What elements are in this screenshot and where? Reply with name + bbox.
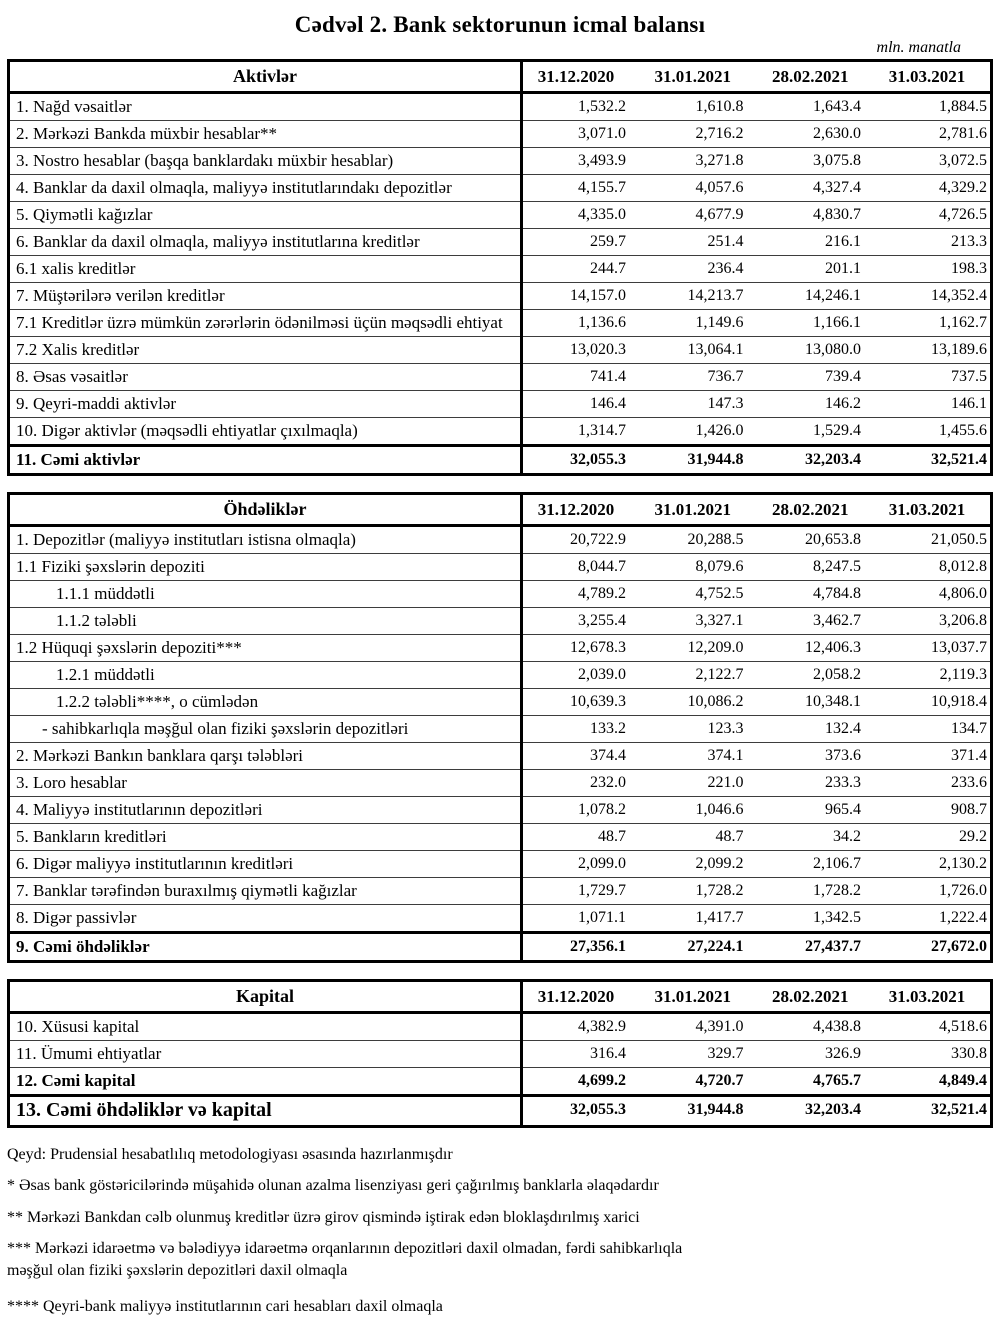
row-value: 4,784.8	[757, 581, 875, 608]
row-value: 374.1	[639, 743, 757, 770]
table-row	[9, 446, 992, 475]
section-header-label: Aktivlər	[9, 61, 522, 93]
table-row	[9, 635, 992, 662]
table-row	[9, 93, 992, 121]
row-label: 13. Cəmi öhdəliklər və kapital	[9, 1096, 522, 1127]
row-value: 13,037.7	[874, 635, 992, 662]
row-value: 31,944.8	[639, 446, 757, 475]
footnotes	[7, 1144, 707, 1318]
row-value: 21,050.5	[874, 526, 992, 554]
row-value: 1,728.2	[757, 878, 875, 905]
row-value: 1,342.5	[757, 905, 875, 933]
header-row-kapital	[9, 981, 992, 1013]
row-value: 132.4	[757, 716, 875, 743]
row-value: 1,455.6	[874, 418, 992, 446]
row-value: 1,610.8	[639, 93, 757, 121]
row-value: 1,884.5	[874, 93, 992, 121]
row-label: 7. Müştərilərə verilən kreditlər	[9, 283, 522, 310]
row-value: 2,716.2	[639, 121, 757, 148]
table-row	[9, 202, 992, 229]
row-value: 10,639.3	[522, 689, 640, 716]
table-row	[9, 1068, 992, 1096]
row-value: 2,122.7	[639, 662, 757, 689]
header-row-aktivler	[9, 61, 992, 93]
row-value: 32,203.4	[757, 446, 875, 475]
row-value: 1,529.4	[757, 418, 875, 446]
column-header-date: 28.02.2021	[757, 981, 875, 1013]
table-row	[9, 1013, 992, 1041]
row-value: 13,189.6	[874, 337, 992, 364]
row-value: 27,437.7	[757, 933, 875, 962]
row-value: 1,729.7	[522, 878, 640, 905]
row-value: 4,335.0	[522, 202, 640, 229]
row-value: 4,382.9	[522, 1013, 640, 1041]
row-value: 2,058.2	[757, 662, 875, 689]
page-title: Cədvəl 2. Bank sektorunun icmal balansı	[294, 12, 706, 37]
row-label: 3. Loro hesablar	[9, 770, 522, 797]
row-label: 1. Depozitlər (maliyyə institutları istisna olmaqla)	[9, 526, 522, 554]
row-value: 1,162.7	[874, 310, 992, 337]
row-label: 6. Digər maliyyə institutlarının kreditləri	[9, 851, 522, 878]
row-value: 4,327.4	[757, 175, 875, 202]
row-label: 11. Cəmi aktivlər	[9, 446, 522, 475]
row-label: 8. Əsas vəsaitlər	[9, 364, 522, 391]
row-value: 1,136.6	[522, 310, 640, 337]
row-label: 8. Digər passivlər	[9, 905, 522, 933]
row-value: 1,726.0	[874, 878, 992, 905]
row-label: 1.2 Hüquqi şəxslərin depoziti***	[9, 635, 522, 662]
row-value: 27,224.1	[639, 933, 757, 962]
table-row	[9, 256, 992, 283]
row-value: 4,391.0	[639, 1013, 757, 1041]
table-row	[9, 716, 992, 743]
row-value: 32,055.3	[522, 1096, 640, 1127]
row-value: 12,406.3	[757, 635, 875, 662]
row-value: 8,012.8	[874, 554, 992, 581]
row-value: 1,643.4	[757, 93, 875, 121]
row-label: 11. Ümumi ehtiyatlar	[9, 1041, 522, 1068]
section-header-label: Öhdəliklər	[9, 494, 522, 526]
row-value: 741.4	[522, 364, 640, 391]
row-value: 3,075.8	[757, 148, 875, 175]
row-value: 1,149.6	[639, 310, 757, 337]
row-label: 1.2.2 tələbli****, o cümlədən	[9, 689, 522, 716]
table-row	[9, 337, 992, 364]
row-value: 259.7	[522, 229, 640, 256]
row-value: 4,677.9	[639, 202, 757, 229]
row-value: 371.4	[874, 743, 992, 770]
row-value: 1,426.0	[639, 418, 757, 446]
table-row	[9, 851, 992, 878]
row-value: 3,327.1	[639, 608, 757, 635]
row-value: 2,630.0	[757, 121, 875, 148]
row-value: 27,356.1	[522, 933, 640, 962]
row-value: 4,830.7	[757, 202, 875, 229]
row-label: 1.1.2 tələbli	[9, 608, 522, 635]
row-value: 146.4	[522, 391, 640, 418]
row-value: 14,213.7	[639, 283, 757, 310]
row-value: 3,493.9	[522, 148, 640, 175]
row-value: 4,438.8	[757, 1013, 875, 1041]
row-value: 2,130.2	[874, 851, 992, 878]
row-label: 4. Banklar da daxil olmaqla, maliyyə institutlarındakı depozitlər	[9, 175, 522, 202]
unit-note: mln. manatla	[876, 39, 961, 56]
row-value: 4,699.2	[522, 1068, 640, 1096]
table-aktivler	[7, 59, 993, 476]
row-value: 4,057.6	[639, 175, 757, 202]
column-header-date: 31.01.2021	[639, 981, 757, 1013]
row-label: 7. Banklar tərəfindən buraxılmış qiymətli kağızlar	[9, 878, 522, 905]
row-value: 12,678.3	[522, 635, 640, 662]
row-value: 27,672.0	[874, 933, 992, 962]
row-value: 14,246.1	[757, 283, 875, 310]
row-label: - sahibkarlıqla məşğul olan fiziki şəxslərin depozitləri	[9, 716, 522, 743]
table-row	[9, 121, 992, 148]
row-value: 20,722.9	[522, 526, 640, 554]
row-value: 8,079.6	[639, 554, 757, 581]
row-value: 213.3	[874, 229, 992, 256]
row-value: 1,078.2	[522, 797, 640, 824]
table-row	[9, 689, 992, 716]
row-value: 29.2	[874, 824, 992, 851]
footnote-3: *** Mərkəzi idarəetmə və bələdiyyə idarəetmə orqanlarının depozitləri daxil olmadan, fərdi sahibkarlıqla məşğul olan fiziki şəxslərin depozitləri daxil olmaqla	[7, 1240, 683, 1279]
row-value: 329.7	[639, 1041, 757, 1068]
row-label: 1.2.1 müddətli	[9, 662, 522, 689]
row-value: 32,521.4	[874, 1096, 992, 1127]
row-value: 1,046.6	[639, 797, 757, 824]
footnote-4: **** Qeyri-bank maliyyə institutlarının cari hesabları daxil olmaqla	[7, 1297, 443, 1315]
row-value: 147.3	[639, 391, 757, 418]
table-row	[9, 526, 992, 554]
row-value: 3,072.5	[874, 148, 992, 175]
table-row	[9, 743, 992, 770]
row-value: 236.4	[639, 256, 757, 283]
row-value: 20,288.5	[639, 526, 757, 554]
table-row	[9, 148, 992, 175]
row-value: 1,728.2	[639, 878, 757, 905]
table-row	[9, 229, 992, 256]
row-label: 4. Maliyyə institutlarının depozitləri	[9, 797, 522, 824]
row-label: 12. Cəmi kapital	[9, 1068, 522, 1096]
column-header-date: 31.01.2021	[639, 494, 757, 526]
row-value: 123.3	[639, 716, 757, 743]
row-value: 31,944.8	[639, 1096, 757, 1127]
table-ohdelikler	[7, 492, 993, 963]
row-value: 4,789.2	[522, 581, 640, 608]
footnote-1: * Əsas bank göstəricilərində müşahidə olunan azalma lisenziyası geri çağırılmış banklarla əlaqədardır	[7, 1177, 659, 1195]
row-value: 13,064.1	[639, 337, 757, 364]
row-value: 244.7	[522, 256, 640, 283]
table-row	[9, 770, 992, 797]
row-value: 1,314.7	[522, 418, 640, 446]
row-value: 32,203.4	[757, 1096, 875, 1127]
row-value: 2,099.0	[522, 851, 640, 878]
column-header-date: 31.12.2020	[522, 61, 640, 93]
row-value: 146.1	[874, 391, 992, 418]
table-row	[9, 391, 992, 418]
row-label: 6.1 xalis kreditlər	[9, 256, 522, 283]
row-value: 20,653.8	[757, 526, 875, 554]
row-label: 10. Xüsusi kapital	[9, 1013, 522, 1041]
row-value: 4,726.5	[874, 202, 992, 229]
column-header-date: 31.12.2020	[522, 981, 640, 1013]
row-value: 4,849.4	[874, 1068, 992, 1096]
row-label: 7.2 Xalis kreditlər	[9, 337, 522, 364]
row-value: 233.6	[874, 770, 992, 797]
row-value: 201.1	[757, 256, 875, 283]
row-value: 4,329.2	[874, 175, 992, 202]
row-value: 3,206.8	[874, 608, 992, 635]
row-value: 739.4	[757, 364, 875, 391]
row-value: 48.7	[639, 824, 757, 851]
column-header-date: 31.03.2021	[874, 61, 992, 93]
row-value: 198.3	[874, 256, 992, 283]
table-row	[9, 878, 992, 905]
row-label: 1.1.1 müddətli	[9, 581, 522, 608]
column-header-date: 28.02.2021	[757, 494, 875, 526]
row-label: 5. Qiymətli kağızlar	[9, 202, 522, 229]
row-label: 2. Mərkəzi Bankın banklara qarşı tələbləri	[9, 743, 522, 770]
row-value: 10,918.4	[874, 689, 992, 716]
table-row	[9, 797, 992, 824]
row-value: 4,806.0	[874, 581, 992, 608]
row-value: 32,521.4	[874, 446, 992, 475]
row-value: 2,099.2	[639, 851, 757, 878]
table-row	[9, 608, 992, 635]
row-value: 133.2	[522, 716, 640, 743]
row-value: 4,752.5	[639, 581, 757, 608]
row-value: 10,086.2	[639, 689, 757, 716]
row-value: 3,462.7	[757, 608, 875, 635]
row-value: 13,020.3	[522, 337, 640, 364]
row-value: 251.4	[639, 229, 757, 256]
row-value: 2,039.0	[522, 662, 640, 689]
row-value: 4,720.7	[639, 1068, 757, 1096]
table-row	[9, 310, 992, 337]
row-value: 2,119.3	[874, 662, 992, 689]
row-value: 3,071.0	[522, 121, 640, 148]
row-value: 14,157.0	[522, 283, 640, 310]
column-header-date: 31.03.2021	[874, 981, 992, 1013]
row-label: 2. Mərkəzi Bankda müxbir hesablar**	[9, 121, 522, 148]
table-row	[9, 364, 992, 391]
row-value: 3,255.4	[522, 608, 640, 635]
row-value: 146.2	[757, 391, 875, 418]
row-value: 1,071.1	[522, 905, 640, 933]
row-value: 216.1	[757, 229, 875, 256]
table-row	[9, 175, 992, 202]
row-label: 1.1 Fiziki şəxslərin depoziti	[9, 554, 522, 581]
row-value: 4,518.6	[874, 1013, 992, 1041]
row-label: 5. Bankların kreditləri	[9, 824, 522, 851]
row-value: 2,106.7	[757, 851, 875, 878]
row-label: 6. Banklar da daxil olmaqla, maliyyə institutlarına kreditlər	[9, 229, 522, 256]
table-row	[9, 283, 992, 310]
row-value: 12,209.0	[639, 635, 757, 662]
footnote-qeyd: Qeyd: Prudensial hesabatlılıq metodologiyası əsasında hazırlanmışdır	[7, 1145, 453, 1163]
table-row	[9, 418, 992, 446]
row-value: 32,055.3	[522, 446, 640, 475]
row-value: 1,222.4	[874, 905, 992, 933]
table-row	[9, 1041, 992, 1068]
table-row	[9, 933, 992, 962]
row-value: 34.2	[757, 824, 875, 851]
row-value: 965.4	[757, 797, 875, 824]
row-label: 3. Nostro hesablar (başqa banklardakı müxbir hesablar)	[9, 148, 522, 175]
row-value: 10,348.1	[757, 689, 875, 716]
table-row	[9, 1096, 992, 1127]
row-value: 4,155.7	[522, 175, 640, 202]
row-value: 908.7	[874, 797, 992, 824]
row-value: 737.5	[874, 364, 992, 391]
row-value: 8,044.7	[522, 554, 640, 581]
footnote-2: ** Mərkəzi Bankdan cəlb olunmuş kreditlər üzrə girov qismində iştirak edən bloklaşdırılmış xarici	[7, 1208, 640, 1226]
section-header-label: Kapital	[9, 981, 522, 1013]
column-header-date: 31.03.2021	[874, 494, 992, 526]
row-value: 326.9	[757, 1041, 875, 1068]
header-row-ohdelikler	[9, 494, 992, 526]
row-value: 1,417.7	[639, 905, 757, 933]
table-row	[9, 905, 992, 933]
row-value: 316.4	[522, 1041, 640, 1068]
row-value: 232.0	[522, 770, 640, 797]
row-value: 221.0	[639, 770, 757, 797]
balance-tables	[7, 59, 993, 1128]
table-row	[9, 554, 992, 581]
table-row	[9, 581, 992, 608]
row-value: 134.7	[874, 716, 992, 743]
row-value: 1,532.2	[522, 93, 640, 121]
table-row	[9, 662, 992, 689]
row-value: 14,352.4	[874, 283, 992, 310]
row-label: 10. Digər aktivlər (məqsədli ehtiyatlar çıxılmaqla)	[9, 418, 522, 446]
row-value: 48.7	[522, 824, 640, 851]
column-header-date: 31.12.2020	[522, 494, 640, 526]
column-header-date: 31.01.2021	[639, 61, 757, 93]
row-value: 233.3	[757, 770, 875, 797]
row-value: 736.7	[639, 364, 757, 391]
row-value: 1,166.1	[757, 310, 875, 337]
row-label: 9. Cəmi öhdəliklər	[9, 933, 522, 962]
table-row	[9, 824, 992, 851]
row-label: 7.1 Kreditlər üzrə mümkün zərərlərin ödənilməsi üçün məqsədli ehtiyat	[9, 310, 522, 337]
row-value: 373.6	[757, 743, 875, 770]
row-value: 3,271.8	[639, 148, 757, 175]
row-label: 9. Qeyri-maddi aktivlər	[9, 391, 522, 418]
row-value: 330.8	[874, 1041, 992, 1068]
row-value: 374.4	[522, 743, 640, 770]
row-value: 13,080.0	[757, 337, 875, 364]
row-value: 2,781.6	[874, 121, 992, 148]
row-value: 4,765.7	[757, 1068, 875, 1096]
column-header-date: 28.02.2021	[757, 61, 875, 93]
row-value: 8,247.5	[757, 554, 875, 581]
row-label: 1. Nağd vəsaitlər	[9, 93, 522, 121]
table-kapital	[7, 979, 993, 1128]
